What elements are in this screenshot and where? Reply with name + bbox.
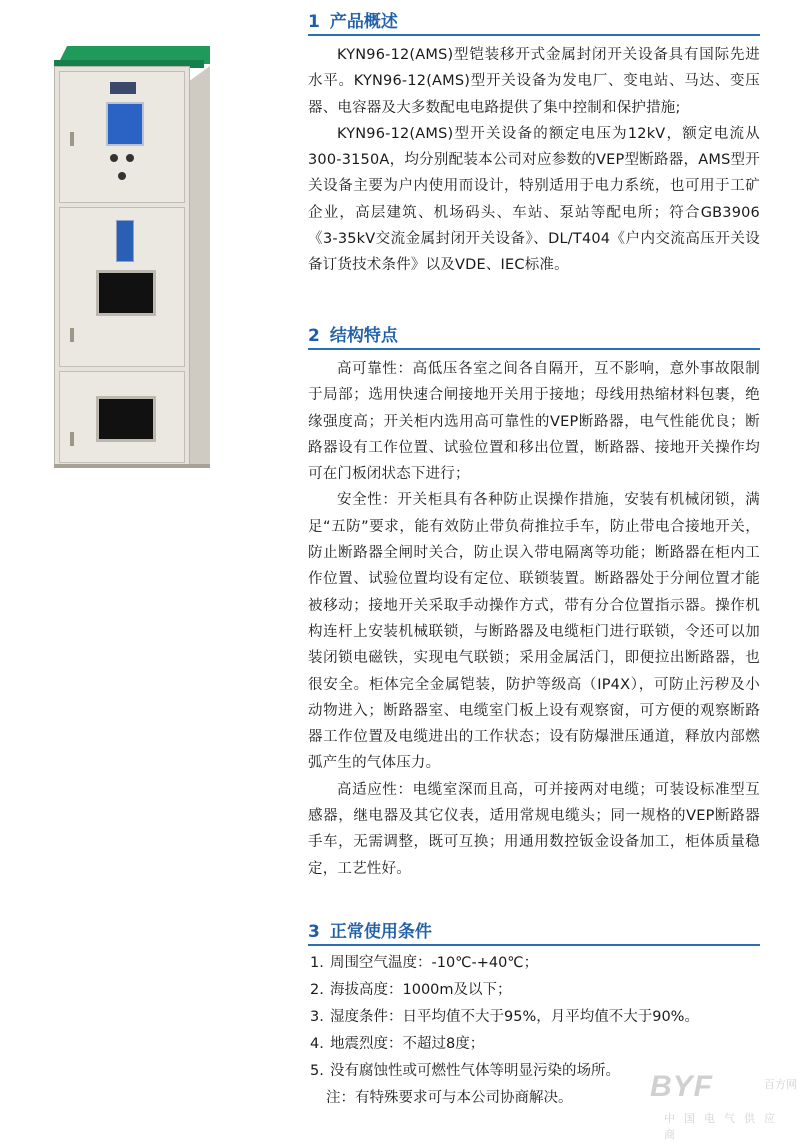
list-index: 4. <box>310 1036 324 1052</box>
section-overview <box>308 8 760 279</box>
cabinet-knob <box>110 154 118 162</box>
cabinet-cable-door <box>59 371 185 463</box>
cabinet-indicator <box>116 220 134 262</box>
list-item <box>308 1031 760 1058</box>
list-text: 地震烈度：不超过8度； <box>330 1036 485 1052</box>
list-index: 3. <box>310 1009 324 1025</box>
section-title: 产品概述 <box>329 12 398 32</box>
section-title: 正常使用条件 <box>329 922 432 942</box>
section-heading <box>308 8 760 36</box>
paragraph: KYN96-12(AMS)型铠装移开式金属封闭开关设备具有国际先进水平。KYN96-12(AMS)型开关设备为发电厂、变电站、马达、变压器、电容器及大多数配电电路提供了集中控制和保护措施; <box>308 47 760 116</box>
watermark-tagline: 中国电气供应商 <box>664 1112 784 1141</box>
paragraph: 安全性：开关柜具有各种防止误操作措施，安装有机械闭锁，满足“五防”要求，能有效防止带负荷推拉手车，防止带电合接地开关，防止断路器全闸时关合，防止误入带电隔离等功能；断路器在柜内工作位置、试验位置均设有定位、联锁装置。断路器处于分闸位置才能被移动；接地开关采取手动操作方式，带有分合位置指示器。操作机构连杆上安装机械联锁，与断路器及电缆柜门进行联锁，令还可以加装闭锁电磁铁，实现电气联锁；采用金属活门，即便拉出断路器，也很安全。柜体完全金属铠装，防护等级高（IP4X），可防止污秽及小动物进入；断路器室、电缆室门板上设有观察窗，可方便的观察断路器工作位置及电缆进出的工作状态；设有防爆泄压通道，释放内部燃弧产生的气体压力。 <box>308 492 760 772</box>
watermark-logo-text: BYF <box>650 1070 713 1103</box>
cabinet-knob <box>126 154 134 162</box>
cabinet-display <box>110 82 136 94</box>
section-structure <box>308 322 760 882</box>
cabinet-viewing-window <box>96 396 156 442</box>
paragraph: 高适应性：电缆室深而且高，可并接两对电缆；可装设标准型互感器，继电器及其它仪表，适用常规电缆头；同一规格的VEP断路器手车，无需调整，既可互换；用通用数控钣金设备加工，柜体质量稳定，工艺性好。 <box>308 781 760 877</box>
cabinet-handle <box>70 132 74 146</box>
cabinet-breaker-door <box>59 207 185 367</box>
section-title: 结构特点 <box>329 326 398 346</box>
cabinet-front <box>54 66 190 466</box>
switchgear-cabinet-image <box>46 46 206 466</box>
cabinet-viewing-window <box>96 270 156 316</box>
cabinet-side <box>188 66 210 466</box>
paragraph: 高可靠性：高低压各室之间各自隔开，互不影响，意外事故限制于局部；选用快速合闸接地开关用于接地；母线用热缩材料包裹，绝缘强度高；开关柜内选用高可靠性的VEP断路器，电气性能优良；断路器设有工作位置、试验位置和移出位置，断路器、接地开关操作均可在门板闭状态下进行； <box>308 361 760 483</box>
section-number: 2 <box>308 326 320 346</box>
conditions-list <box>308 946 760 1085</box>
watermark-site-name: 百方网 <box>764 1078 797 1091</box>
list-text: 湿度条件：日平均值不大于95%，月平均值不大于90%。 <box>330 1009 699 1025</box>
cabinet-instrument-panel <box>59 71 185 203</box>
section-heading <box>308 322 760 350</box>
cabinet-base <box>54 464 210 468</box>
section-number: 1 <box>308 12 320 32</box>
watermark-logo <box>650 1070 800 1141</box>
list-item <box>308 977 760 1004</box>
section-heading <box>308 918 760 946</box>
paragraph: KYN96-12(AMS)型开关设备的额定电压为12kV，额定电流从300-3150A，均分别配装本公司对应参数的VEP型断路器，AMS型开关设备主要为户内使用而设计，特别适用于电力系统，也可用于工矿企业，高层建筑、机场码头、车站、泵站等配电所；符合GB3906《3-35kV交流金属封闭开关设备》、DL/T404《户内交流高压开关设备订货技术条件》以及VDE、IEC标准。 <box>308 125 760 274</box>
list-text: 周围空气温度：-10℃-+40℃； <box>330 955 539 971</box>
cabinet-handle <box>70 432 74 446</box>
note-text: 注：有特殊要求可与本公司协商解决。 <box>326 1090 573 1106</box>
list-text: 没有腐蚀性或可燃性气体等明显污染的场所。 <box>330 1063 620 1079</box>
section-number: 3 <box>308 922 320 942</box>
list-text: 海拔高度：1000m及以下； <box>330 982 512 998</box>
cabinet-handle <box>70 328 74 342</box>
list-item <box>308 950 760 977</box>
list-index: 1. <box>310 955 324 971</box>
cabinet-meter <box>106 102 144 146</box>
list-index: 2. <box>310 982 324 998</box>
cabinet-knob <box>118 172 126 180</box>
list-item <box>308 1004 760 1031</box>
list-index: 5. <box>310 1063 324 1079</box>
